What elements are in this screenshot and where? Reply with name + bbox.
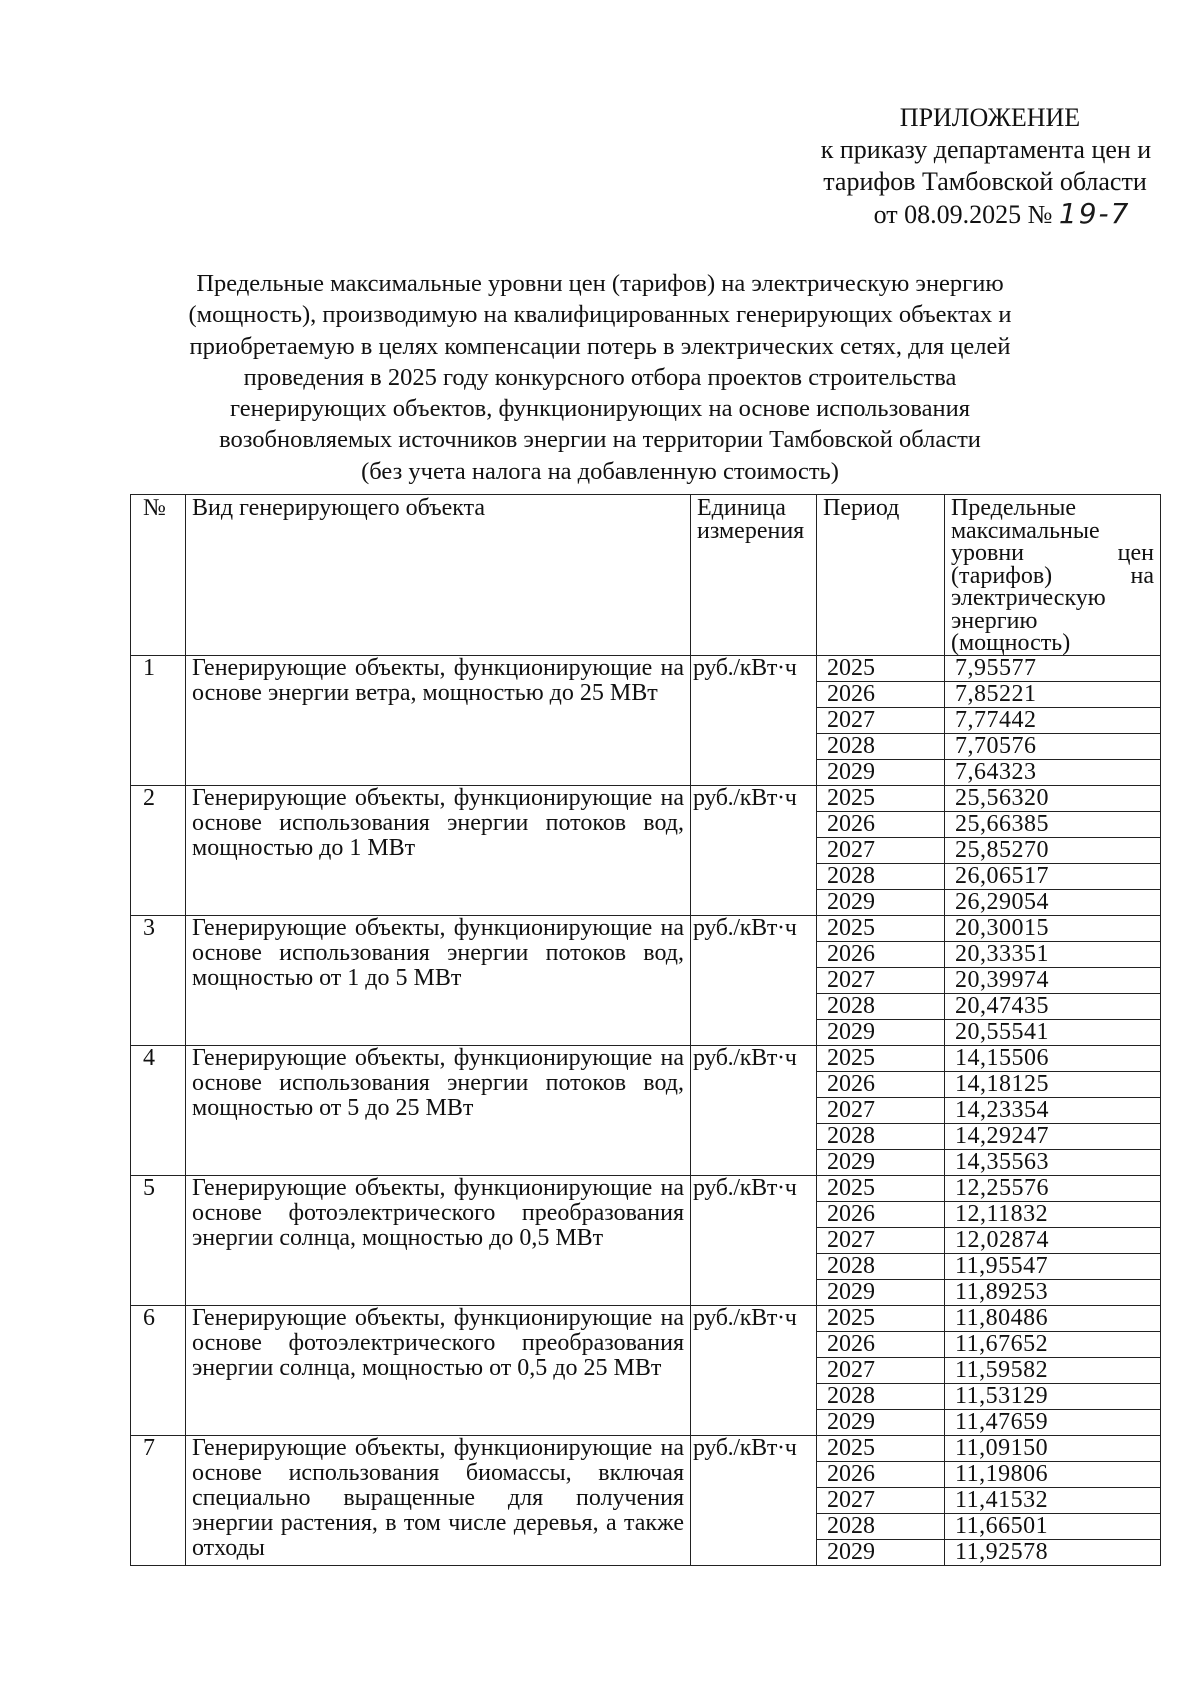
row-kind: Генерирующие объекты, функционирующие на основе фотоэлектрического преобразования энергии солнца, мощностью до 0,5 МВт: [186, 1175, 691, 1305]
row-value: 7,77442: [945, 707, 1161, 733]
row-period: 2025: [817, 655, 945, 681]
row-period: 2025: [817, 915, 945, 941]
row-num: 5: [131, 1175, 186, 1305]
tariff-table: [130, 494, 1161, 1566]
row-period: 2029: [817, 1149, 945, 1175]
row-period: 2027: [817, 707, 945, 733]
table-row: [131, 785, 1161, 811]
row-value: 11,41532: [945, 1487, 1161, 1513]
row-value: 12,25576: [945, 1175, 1161, 1201]
row-period: 2026: [817, 811, 945, 837]
header-value-line: Предельные: [951, 495, 1077, 521]
title-line: проведения в 2025 году конкурсного отбора проектов строительства: [243, 363, 957, 391]
row-period: 2025: [817, 1175, 945, 1201]
row-value: 20,33351: [945, 941, 1161, 967]
row-value: 11,53129: [945, 1383, 1161, 1409]
header-value-line: энергию: [951, 607, 1038, 634]
attachment-date-line: [844, 198, 1160, 231]
row-kind: Генерирующие объекты, функционирующие на основе фотоэлектрического преобразования энергии солнца, мощностью от 0,5 до 25 МВт: [186, 1305, 691, 1435]
row-value: 7,85221: [945, 681, 1161, 707]
title-line: возобновляемых источников энергии на территории Тамбовской области: [219, 426, 981, 454]
row-period: 2028: [817, 1513, 945, 1539]
header-kind: Вид генерирующего объекта: [186, 495, 691, 656]
row-value: 11,59582: [945, 1357, 1161, 1383]
row-period: 2029: [817, 889, 945, 915]
document-title: [120, 268, 1080, 487]
row-period: 2026: [817, 1201, 945, 1227]
row-period: 2027: [817, 967, 945, 993]
attachment-header: [760, 102, 1160, 231]
row-num: 1: [131, 655, 186, 785]
row-period: 2026: [817, 681, 945, 707]
row-period: 2028: [817, 1383, 945, 1409]
row-value: 20,30015: [945, 915, 1161, 941]
row-kind: Генерирующие объекты, функционирующие на основе энергии ветра, мощностью до 25 МВт: [186, 655, 691, 785]
row-value: 11,80486: [945, 1305, 1161, 1331]
row-value: 20,39974: [945, 967, 1161, 993]
row-period: 2025: [817, 785, 945, 811]
row-value: 25,56320: [945, 785, 1161, 811]
title-line: генерирующих объектов, функционирующих на основе использования: [230, 395, 970, 423]
row-value: 14,23354: [945, 1097, 1161, 1123]
row-value: 11,89253: [945, 1279, 1161, 1305]
row-unit: руб./кВт·ч: [691, 915, 817, 1045]
row-period: 2029: [817, 1279, 945, 1305]
header-period: Период: [817, 495, 945, 656]
row-value: 11,66501: [945, 1513, 1161, 1539]
row-period: 2028: [817, 863, 945, 889]
row-num: 4: [131, 1045, 186, 1175]
row-period: 2027: [817, 1097, 945, 1123]
row-period: 2029: [817, 1019, 945, 1045]
row-value: 12,02874: [945, 1227, 1161, 1253]
table-row: [131, 655, 1161, 681]
row-period: 2028: [817, 993, 945, 1019]
row-value: 25,66385: [945, 811, 1161, 837]
table-row: [131, 1435, 1161, 1461]
table-row: [131, 1175, 1161, 1201]
row-unit: руб./кВт·ч: [691, 1175, 817, 1305]
row-period: 2029: [817, 1409, 945, 1435]
table-row: [131, 1305, 1161, 1331]
row-period: 2027: [817, 1487, 945, 1513]
header-unit: [691, 495, 817, 656]
row-period: 2026: [817, 941, 945, 967]
row-unit: руб./кВт·ч: [691, 785, 817, 915]
row-num: 2: [131, 785, 186, 915]
row-unit: руб./кВт·ч: [691, 655, 817, 785]
header-value-line: максимальные: [951, 517, 1100, 544]
row-value: 26,06517: [945, 863, 1161, 889]
row-kind: Генерирующие объекты, функционирующие на основе использования энергии потоков вод, мощностью от 1 до 5 МВт: [186, 915, 691, 1045]
row-num: 7: [131, 1435, 186, 1565]
row-value: 14,35563: [945, 1149, 1161, 1175]
row-period: 2028: [817, 1253, 945, 1279]
row-value: 14,29247: [945, 1123, 1161, 1149]
row-period: 2029: [817, 1539, 945, 1565]
header-num: №: [131, 495, 186, 656]
row-value: 12,11832: [945, 1201, 1161, 1227]
row-period: 2028: [817, 733, 945, 759]
row-period: 2028: [817, 1123, 945, 1149]
row-unit: руб./кВт·ч: [691, 1045, 817, 1175]
row-kind: Генерирующие объекты, функционирующие на основе использования энергии потоков вод, мощностью от 5 до 25 МВт: [186, 1045, 691, 1175]
title-line: приобретаемую в целях компенсации потерь в электрических сетях, для целей: [189, 332, 1011, 360]
row-period: 2025: [817, 1305, 945, 1331]
row-period: 2026: [817, 1071, 945, 1097]
attachment-date: от 08.09.2025 №: [873, 200, 1053, 229]
row-value: 7,70576: [945, 733, 1161, 759]
row-value: 20,47435: [945, 993, 1161, 1019]
row-period: 2027: [817, 1357, 945, 1383]
title-line: Предельные максимальные уровни цен (тарифов) на электрическую энергию: [196, 270, 1004, 297]
row-value: 11,19806: [945, 1461, 1161, 1487]
row-period: 2026: [817, 1331, 945, 1357]
row-value: 7,95577: [945, 655, 1161, 681]
row-value: 11,47659: [945, 1409, 1161, 1435]
row-value: 11,09150: [945, 1435, 1161, 1461]
title-line: (без учета налога на добавленную стоимость): [361, 457, 839, 485]
header-value: [945, 495, 1161, 656]
row-period: 2029: [817, 759, 945, 785]
table-row: [131, 1045, 1161, 1071]
row-period: 2025: [817, 1435, 945, 1461]
header-unit-line: Единица: [697, 495, 786, 521]
row-kind: Генерирующие объекты, функционирующие на основе использования энергии потоков вод, мощностью до 1 МВт: [186, 785, 691, 915]
header-value-line: (тарифов) на: [951, 562, 1154, 589]
row-value: 20,55541: [945, 1019, 1161, 1045]
row-value: 26,29054: [945, 889, 1161, 915]
table-row: [131, 915, 1161, 941]
row-value: 11,95547: [945, 1253, 1161, 1279]
row-unit: руб./кВт·ч: [691, 1435, 817, 1565]
row-kind: Генерирующие объекты, функционирующие на основе использования биомассы, включая специально выращенные для получения энергии растения, в том числе деревья, а также отходы: [186, 1435, 691, 1565]
header-value-line: уровни цен: [951, 540, 1154, 566]
row-period: 2026: [817, 1461, 945, 1487]
row-num: 6: [131, 1305, 186, 1435]
row-unit: руб./кВт·ч: [691, 1305, 817, 1435]
row-value: 11,92578: [945, 1539, 1161, 1565]
row-value: 11,67652: [945, 1331, 1161, 1357]
header-value-line: (мощность): [951, 630, 1071, 655]
row-period: 2025: [817, 1045, 945, 1071]
row-value: 25,85270: [945, 837, 1161, 863]
handwritten-order-number: 19-7: [1058, 197, 1131, 230]
row-value: 14,15506: [945, 1045, 1161, 1071]
table-header-row: [131, 495, 1161, 656]
row-value: 14,18125: [945, 1071, 1161, 1097]
row-value: 7,64323: [945, 759, 1161, 785]
row-num: 3: [131, 915, 186, 1045]
row-period: 2027: [817, 1227, 945, 1253]
table-body: [131, 655, 1161, 1565]
attachment-title: ПРИЛОЖЕНИЕ: [899, 103, 1081, 132]
row-period: 2027: [817, 837, 945, 863]
header-value-line: электрическую: [951, 585, 1106, 611]
title-line: (мощность), производимую на квалифицированных генерирующих объектах и: [188, 301, 1012, 329]
attachment-line2: тарифов Тамбовской области: [823, 167, 1147, 196]
header-unit-line: измерения: [697, 517, 805, 544]
attachment-line1: к приказу департамента цен и: [820, 135, 1152, 164]
